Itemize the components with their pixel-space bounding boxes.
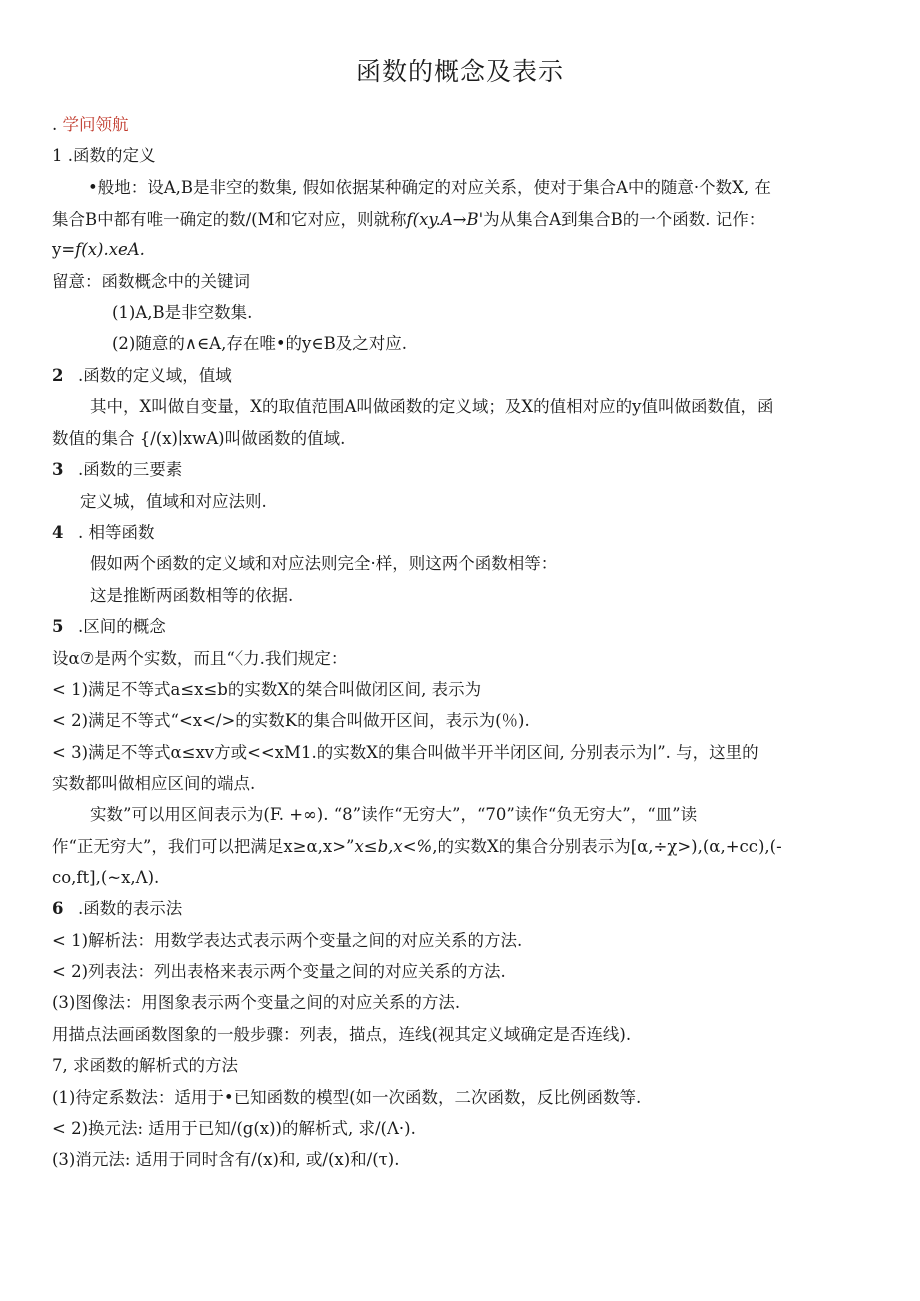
domain-line-2: 数值的集合 {/(x)∣xwA)叫做函数的值域. [52, 429, 346, 448]
plotting-steps: 用描点法画函数图象的一般步骤：列表，描点，连线(视其定义域确定是否连线). [52, 1025, 632, 1044]
note-item-1: (1)A,B是非空数集. [112, 303, 253, 322]
heading-text-red: 学问领航 [62, 115, 129, 134]
function-notation: f(x).xeA. [75, 240, 145, 259]
infinity-line-3: co,ft],(~x,Λ). [52, 868, 160, 887]
section-2-title: .函数的定义域，值域 [78, 366, 232, 385]
section-2-heading [52, 366, 868, 386]
infinity-line-1: 实数”可以用区间表示为(F. +∞). “8”读作“无穷大”，“70”读作“负无穷大”，“皿”读 [90, 805, 698, 824]
section-3-title: .函数的三要素 [78, 460, 183, 479]
y-equals: y= [52, 240, 76, 259]
definition-line-3 [52, 240, 868, 260]
section-3-heading [52, 460, 868, 480]
method-substitution: < 2)换元法: 适用于已知/(g(x))的解析式, 求/(Λ·). [52, 1119, 416, 1138]
definition-line-2 [52, 210, 868, 230]
domain-line-1: 其中，X叫做自变量，X的取值范围A叫做函数的定义域；及X的值相对应的y值叫做函数值，函 [90, 397, 774, 416]
inequality-notation: x≤b,x<% [354, 837, 433, 856]
definition-text-b: 为从集合A到集合B的一个函数. 记作： [483, 210, 766, 229]
three-elements-text: 定义城，值域和对应法则. [80, 492, 267, 511]
section-5-heading [52, 617, 868, 637]
infinity-line-2 [52, 837, 868, 857]
section-1-heading: 1 .函数的定义 [52, 146, 156, 165]
method-undetermined-coefficients: (1)待定系数法：适用于•已知函数的模型(如一次函数，二次函数，反比例函数等. [52, 1088, 642, 1107]
section-4-number: 4 [52, 523, 64, 542]
section-6-number: 6 [52, 899, 64, 918]
note-item-2: (2)随意的∧∈A,存在唯•的y∈B及之对应. [112, 334, 407, 353]
interval-intro: 设α⑦是两个实数，而且“〈力.我们规定： [52, 649, 348, 668]
section-5-title: .区间的概念 [78, 617, 166, 636]
section-6-title: .函数的表示法 [78, 899, 183, 918]
interval-half-open: < 3)满足不等式α≤xv方或<<xM1.的实数X的集合叫做半开半闭区间, 分别表示为∣”. 与，这里的 [52, 743, 759, 762]
knowledge-heading [52, 115, 868, 135]
section-5-number: 5 [52, 617, 64, 636]
section-2-number: 2 [52, 366, 64, 385]
definition-text-a: 集合B中都有唯一确定的数/(M和它对应，则就称 [52, 210, 407, 229]
section-7-heading: 7, 求函数的解析式的方法 [52, 1056, 238, 1075]
method-elimination: (3)消元法: 适用于同时含有/(x)和, 或/(x)和/(τ). [52, 1150, 400, 1169]
mapping-notation: f(xy.A→B' [406, 210, 484, 229]
note-heading: 留意：函数概念中的关键词 [52, 272, 250, 291]
representation-table: < 2)列表法：列出表格来表示两个变量之间的对应关系的方法. [52, 962, 506, 981]
infinity-text-a: 作“正无穷大”，我们可以把满足x≥α,x>” [52, 837, 355, 856]
interval-open: < 2)满足不等式“<x</>的实数K的集合叫做开区间，表示为(％). [52, 711, 530, 730]
section-3-number: 3 [52, 460, 64, 479]
equal-function-line-2: 这是推断两函数相等的依据. [90, 586, 294, 605]
infinity-text-b: ,的实数X的集合分别表示为[α,÷χ>),(α,+cc),(- [432, 837, 782, 856]
heading-bullet: . [52, 115, 58, 134]
section-6-heading [52, 899, 868, 919]
interval-closed: < 1)满足不等式a≤x≤b的实数X的桀合叫做闭区间, 表示为 [52, 680, 482, 699]
representation-graph: (3)图像法：用图象表示两个变量之间的对应关系的方法. [52, 993, 461, 1012]
page-title: 函数的概念及表示 [355, 57, 564, 86]
interval-endpoints: 实数都叫做相应区间的端点. [52, 774, 256, 793]
equal-function-line-1: 假如两个函数的定义域和对应法则完全·样，则这两个函数相等： [90, 554, 558, 573]
section-4-heading [52, 523, 868, 543]
section-4-title: . 相等函数 [78, 523, 155, 542]
definition-line-1: •般地：设A,B是非空的数集, 假如依据某种确定的对应关系，使对于集合A中的随意·个数X, 在 [88, 178, 771, 197]
representation-analytic: < 1)解析法：用数学表达式表示两个变量之间的对应关系的方法. [52, 931, 523, 950]
